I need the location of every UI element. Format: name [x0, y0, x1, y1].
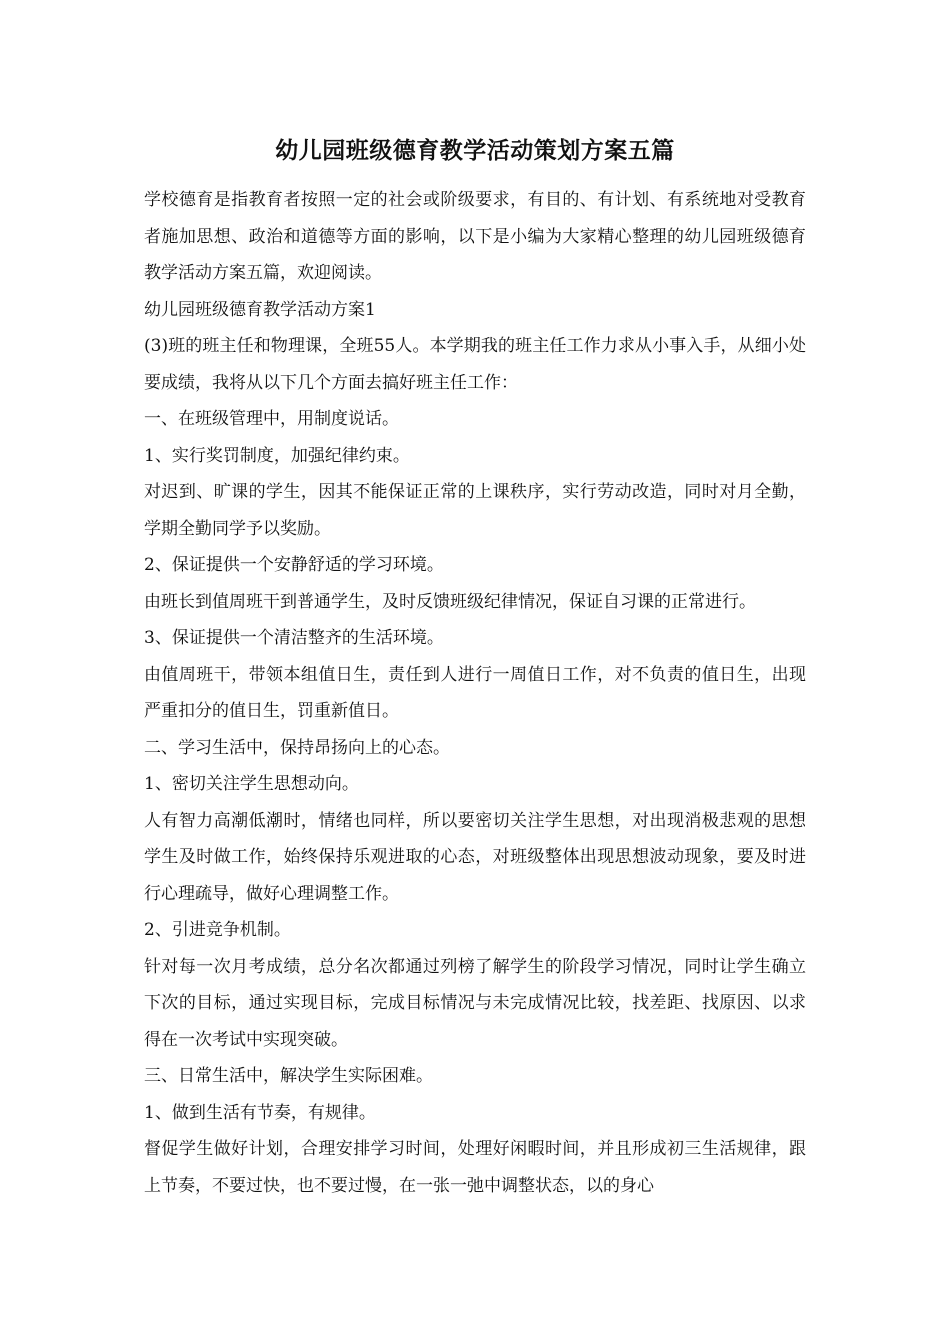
paragraph: 由值周班干，带领本组值日生，责任到人进行一周值日工作，对不负责的值日生，出现严重扣分的值日生，罚重新值日。	[144, 664, 806, 721]
heading-part-2: 二、学习生活中，保持昂扬向上的心态。	[144, 737, 450, 758]
heading-part-1: 一、在班级管理中，用制度说话。	[144, 409, 399, 429]
subheading-1-3: 3、保证提供一个清洁整齐的生活环境。	[144, 628, 444, 648]
subheading-2-1: 1、密切关注学生思想动向。	[144, 774, 359, 794]
heading-part-3: 三、日常生活中，解决学生实际困难。	[144, 1066, 433, 1086]
document-title: 幼儿园班级德育教学活动策划方案五篇	[275, 138, 675, 164]
paragraph: 督促学生做好计划，合理安排学习时间，处理好闲暇时间，并且形成初三生活规律，跟上节奏，不要过快，也不要过慢，在一张一弛中调整状态，以的身心	[144, 1139, 806, 1196]
paragraph: 针对每一次月考成绩，总分名次都通过列榜了解学生的阶段学习情况，同时让学生确立下次的目标，通过实现目标，完成目标情况与未完成情况比较，找差距、找原因、以求得在一次考试中实现突破。	[144, 956, 806, 1050]
paragraph: (3)班的班主任和物理课，全班55人。本学期我的班主任工作力求从小事入手，从细小处要成绩，我将从以下几个方面去搞好班主任工作：	[144, 336, 806, 393]
subheading-2-2: 2、引进竞争机制。	[144, 920, 291, 940]
section-heading-plan-1: 幼儿园班级德育教学活动方案1	[144, 299, 376, 320]
subheading-1-1: 1、实行奖罚制度，加强纪律约束。	[144, 445, 410, 466]
document-body	[144, 182, 806, 1204]
paragraph: 人有智力高潮低潮时，情绪也同样，所以要密切关注学生思想，对出现消极悲观的思想学生及时做工作，始终保持乐观进取的心态，对班级整体出现思想波动现象，要及时进行心理疏导，做好心理调整工作。	[144, 810, 806, 904]
paragraph: 由班长到值周班干到普通学生，及时反馈班级纪律情况，保证自习课的正常进行。	[144, 591, 756, 612]
subheading-1-2: 2、保证提供一个安静舒适的学习环境。	[144, 555, 444, 575]
intro-paragraph: 学校德育是指教育者按照一定的社会或阶级要求，有目的、有计划、有系统地对受教育者施加思想、政治和道德等方面的影响，以下是小编为大家精心整理的幼儿园班级德育教学活动方案五篇，欢迎阅读。	[144, 190, 806, 283]
paragraph: 对迟到、旷课的学生，因其不能保证正常的上课秩序，实行劳动改造，同时对月全勤，学期全勤同学予以奖励。	[144, 482, 806, 539]
subheading-3-1: 1、做到生活有节奏，有规律。	[144, 1102, 376, 1123]
